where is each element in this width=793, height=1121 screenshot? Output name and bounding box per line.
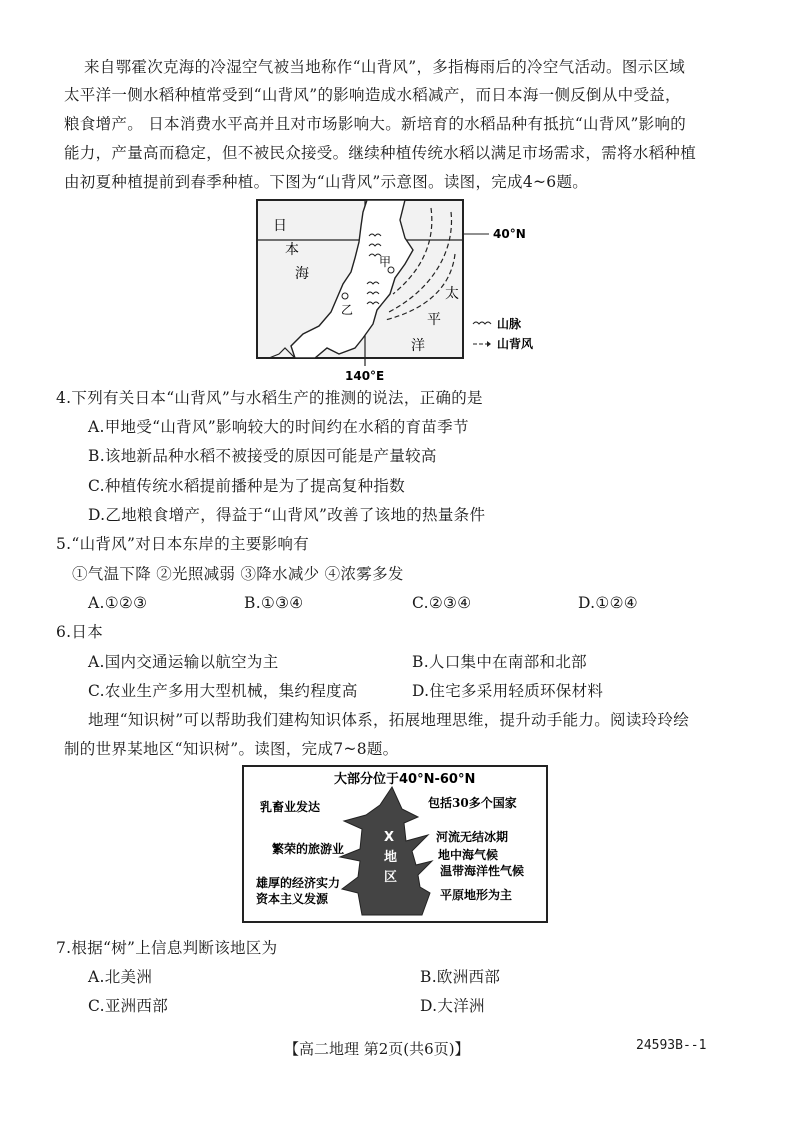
intro2-line-2: 制的世界某地区“知识树”。读图，完成7~8题。 [64, 740, 399, 758]
q6-option-b: B.人口集中在南部和北部 [412, 653, 587, 671]
legend-wind-arrowhead [487, 341, 491, 347]
tree-right-1: 包括30多个国家 [428, 796, 517, 810]
q4-option-b: B.该地新品种水稻不被接受的原因可能是产量较高 [88, 447, 437, 465]
intro2-line-1: 地理“知识树”可以帮助我们建构知识体系，拓展地理思维，提升动手能力。阅读玲玲绘 [88, 711, 690, 729]
intro-line-4: 能力，产量高而稳定，但不被民众接受。继续种植传统水稻以满足市场需求，需将水稻种植 [64, 144, 697, 162]
sea-char-1: 日 [273, 218, 287, 234]
q7-stem: 7.根据“树”上信息判断该地区为 [56, 939, 278, 957]
yamase-map [255, 198, 545, 383]
tree-left-2: 繁荣的旅游业 [272, 842, 345, 856]
longitude-label: 140°E [345, 369, 385, 383]
tree-right-3: 地中海气候 [438, 848, 499, 862]
q4-option-a: A.甲地受“山背风”影响较大的时间约在水稻的育苗季节 [88, 418, 469, 436]
q4-option-c: C.种植传统水稻提前播种是为了提高复种指数 [88, 477, 406, 495]
q6-stem: 6.日本 [56, 623, 103, 641]
q5-option-c: C.②③④ [412, 594, 472, 612]
legend-mountain-label: 山脉 [497, 317, 522, 331]
q4-option-d: D.乙地粮食增产，得益于“山背风”改善了该地的热量条件 [88, 506, 486, 524]
intro-line-1: 来自鄂霍次克海的冷湿空气被当地称作“山背风”，多指梅雨后的冷空气活动。图示区域 [84, 58, 686, 76]
point-yi-label: 乙 [341, 303, 354, 317]
tree-left-3: 雄厚的经济实力 [256, 876, 341, 890]
q7-option-c: C.亚洲西部 [88, 997, 169, 1015]
tree-trunk-char-3: 区 [384, 870, 398, 885]
q5-option-d: D.①②④ [578, 594, 638, 612]
tree-left-1: 乳畜业发达 [260, 800, 321, 814]
ocean-char-3: 洋 [411, 338, 425, 354]
sea-char-2: 本 [285, 242, 299, 258]
page-footer: 【高二地理 第2页(共6页)】 [284, 1040, 470, 1058]
paper-code: 24593B--1 [636, 1038, 707, 1053]
tree-left-4: 资本主义发源 [256, 892, 329, 906]
ocean-char-2: 平 [427, 312, 441, 328]
ocean-char-1: 太 [445, 286, 459, 302]
q7-option-b: B.欧洲西部 [420, 968, 501, 986]
tree-right-5: 平原地形为主 [440, 888, 513, 902]
q7-option-a: A.北美洲 [88, 968, 153, 986]
intro-line-3: 粮食增产。 日本消费水平高并且对市场影响大。新培育的水稻品种有抵抗“山背风”影响的 [64, 115, 687, 133]
tree-trunk-char-2: 地 [384, 850, 398, 865]
q6-option-c: C.农业生产多用大型机械，集约程度高 [88, 682, 358, 700]
q6-option-d: D.住宅多采用轻质环保材料 [412, 682, 604, 700]
q6-option-a: A.国内交通运输以航空为主 [88, 653, 279, 671]
q4-stem: 4.下列有关日本“山背风”与水稻生产的推测的说法，正确的是 [56, 389, 483, 407]
yamase-map-figure [255, 198, 545, 383]
q5-stem: 5.“山背风”对日本东岸的主要影响有 [56, 535, 310, 553]
tree-top-label: 大部分位于40°N-60°N [334, 772, 476, 787]
q5-items: ①气温下降 ②光照减弱 ③降水减少 ④浓雾多发 [72, 565, 404, 583]
tree-trunk-char-1: X [384, 830, 395, 845]
point-jia-label: 甲 [379, 255, 392, 269]
latitude-label: 40°N [493, 227, 526, 241]
legend-wind-label: 山背风 [497, 337, 534, 351]
sea-char-3: 海 [295, 266, 309, 282]
intro-line-2: 太平洋一侧水稻种植常受到“山背风”的影响造成水稻减产，而日本海一侧反倒从中受益， [64, 86, 681, 104]
q5-option-a: A.①②③ [88, 594, 148, 612]
knowledge-tree-figure [242, 765, 548, 925]
knowledge-tree [242, 765, 548, 925]
tree-right-4: 温带海洋性气候 [440, 864, 525, 878]
q7-option-d: D.大洋洲 [420, 997, 485, 1015]
legend-mountain-icon [473, 322, 491, 324]
q5-option-b: B.①③④ [244, 594, 304, 612]
intro-line-5: 由初夏种植提前到春季种植。下图为“山背风”示意图。读图，完成4~6题。 [64, 173, 589, 191]
tree-right-2: 河流无结冰期 [436, 830, 509, 844]
